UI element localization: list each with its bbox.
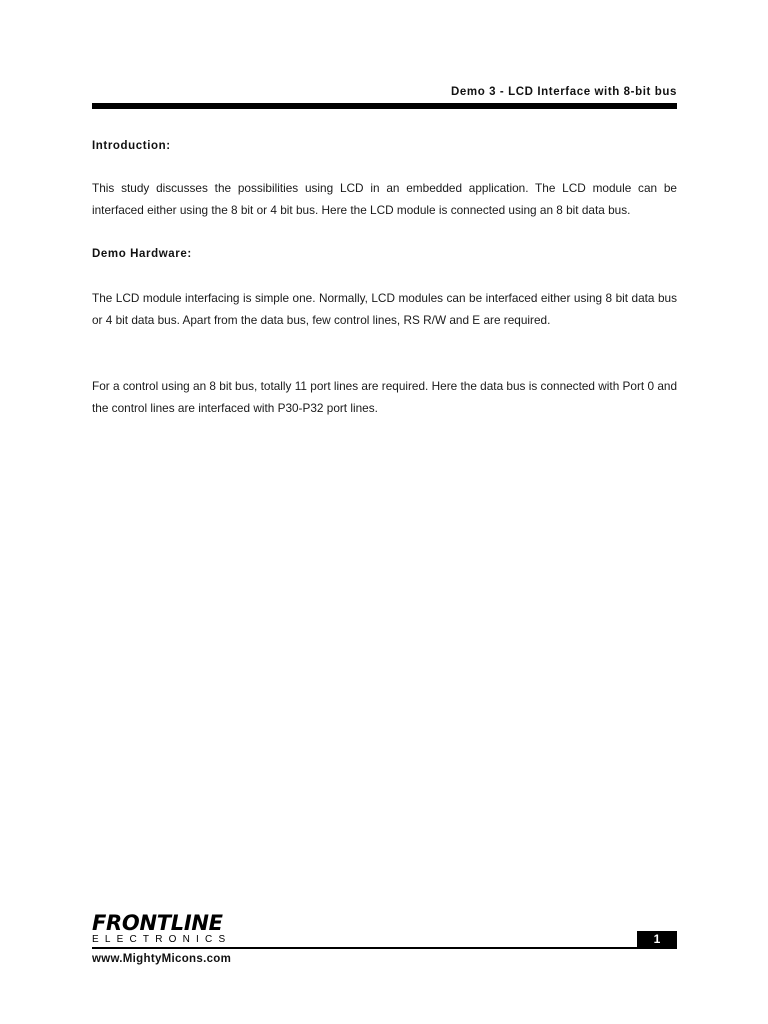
frontline-logo xyxy=(92,912,242,946)
page-number: 1 xyxy=(637,931,677,948)
demo-hardware-paragraph-2: For a control using an 8 bit bus, totally 11 port lines are required. Here the data bus is connected with Port 0 and the control lines are interfaced with P30-P32 port lines. xyxy=(92,379,677,415)
header-rule xyxy=(92,103,677,109)
header-title: Demo 3 - LCD Interface with 8-bit bus xyxy=(450,86,677,98)
introduction-heading: Introduction: xyxy=(92,140,171,152)
footer-url: www.MightyMicons.com xyxy=(92,953,232,965)
logo-subtitle: ELECTRONICS xyxy=(92,934,232,945)
demo-hardware-paragraph-1: The LCD module interfacing is simple one. Normally, LCD modules can be interfaced either using 8 bit data bus or 4 bit data bus. Apart from the data bus, few control lines, RS R/W and E are required. xyxy=(92,291,677,327)
demo-hardware-heading: Demo Hardware: xyxy=(92,248,192,260)
footer-rule xyxy=(92,947,677,949)
logo-wordmark: FRONTLINE xyxy=(92,911,223,935)
introduction-paragraph: This study discusses the possibilities using LCD in an embedded application. The LCD module can be interfaced either using the 8 bit or 4 bit bus. Here the LCD module is connected using an 8 bit data bus. xyxy=(92,181,677,217)
